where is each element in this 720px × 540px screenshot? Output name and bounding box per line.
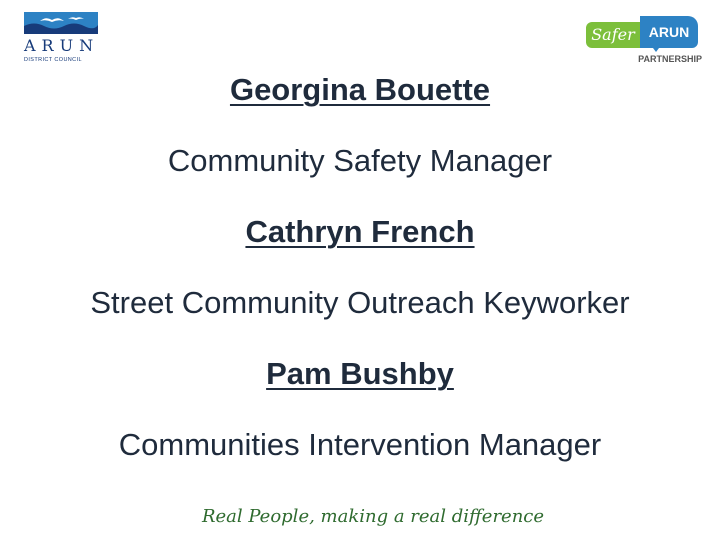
district-council-subtext: DISTRICT COUNCIL	[24, 57, 82, 63]
staff-role: Community Safety Manager	[167, 143, 553, 178]
partnership-label: PARTNERSHIP	[638, 54, 702, 64]
staff-role: Street Community Outreach Keyworker	[90, 285, 630, 320]
safer-arun-partnership-logo	[586, 14, 700, 66]
staff-name: Pam Bushby	[266, 356, 454, 391]
staff-entry	[0, 66, 720, 185]
staff-entry	[0, 208, 720, 327]
speech-bubble-tail-icon	[650, 44, 662, 52]
staff-name: Georgina Bouette	[229, 72, 491, 107]
arun-wordmark: ARUN	[24, 36, 100, 55]
arun-speech-bubble: ARUN	[640, 16, 698, 48]
safer-badge: Safer	[586, 22, 640, 48]
footer-tagline: Real People, making a real difference	[201, 506, 545, 527]
staff-name: Cathryn French	[245, 214, 475, 249]
arun-district-council-logo	[24, 12, 102, 64]
seagull-wave-icon	[24, 12, 98, 34]
staff-list	[0, 66, 720, 492]
staff-entry	[0, 350, 720, 469]
staff-role: Communities Intervention Manager	[118, 427, 602, 462]
